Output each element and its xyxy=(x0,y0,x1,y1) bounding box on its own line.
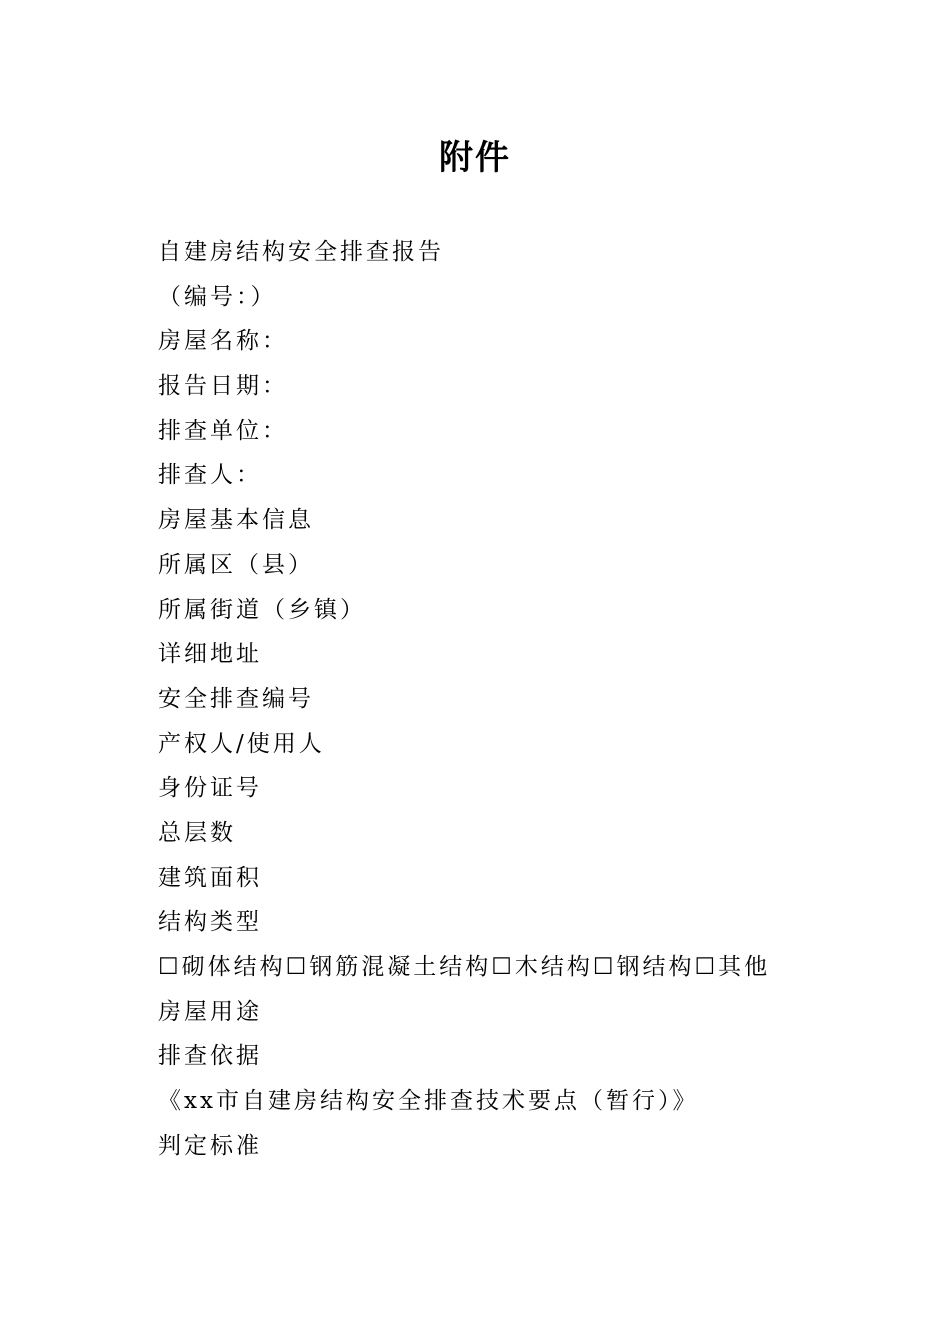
line-report-date: 报告日期： xyxy=(158,373,288,400)
line-address: 详细地址 xyxy=(158,641,262,668)
line-district: 所属区（县） xyxy=(158,551,314,578)
line-inspection-unit: 排查单位： xyxy=(158,417,288,444)
line-house-name: 房屋名称： xyxy=(158,328,288,355)
line-safety-number: 安全排查编号 xyxy=(158,685,314,712)
document-body xyxy=(158,230,918,1168)
line-owner: 产权人/使用人 xyxy=(158,730,325,757)
line-basis: 排查依据 xyxy=(158,1043,262,1070)
document-title: 附件 xyxy=(439,138,511,178)
line-building-area: 建筑面积 xyxy=(158,864,262,891)
line-basic-info: 房屋基本信息 xyxy=(158,507,314,534)
line-inspector: 排查人： xyxy=(158,462,262,489)
line-report-title: 自建房结构安全排查报告 xyxy=(158,239,444,265)
line-structure-type: 结构类型 xyxy=(158,909,262,936)
line-house-use: 房屋用途 xyxy=(158,998,262,1025)
line-basis-document: 《xx市自建房结构安全排查技术要点（暂行）》 xyxy=(158,1088,699,1115)
line-structure-options: ☐砌体结构☐钢筋混凝土结构☐木结构☐钢结构☐其他 xyxy=(158,954,771,980)
line-street: 所属街道（乡镇） xyxy=(158,596,366,623)
line-floors: 总层数 xyxy=(158,819,236,846)
line-report-number: （编号：） xyxy=(158,283,277,310)
line-criteria: 判定标准 xyxy=(158,1132,262,1159)
line-id-number: 身份证号 xyxy=(158,775,262,802)
